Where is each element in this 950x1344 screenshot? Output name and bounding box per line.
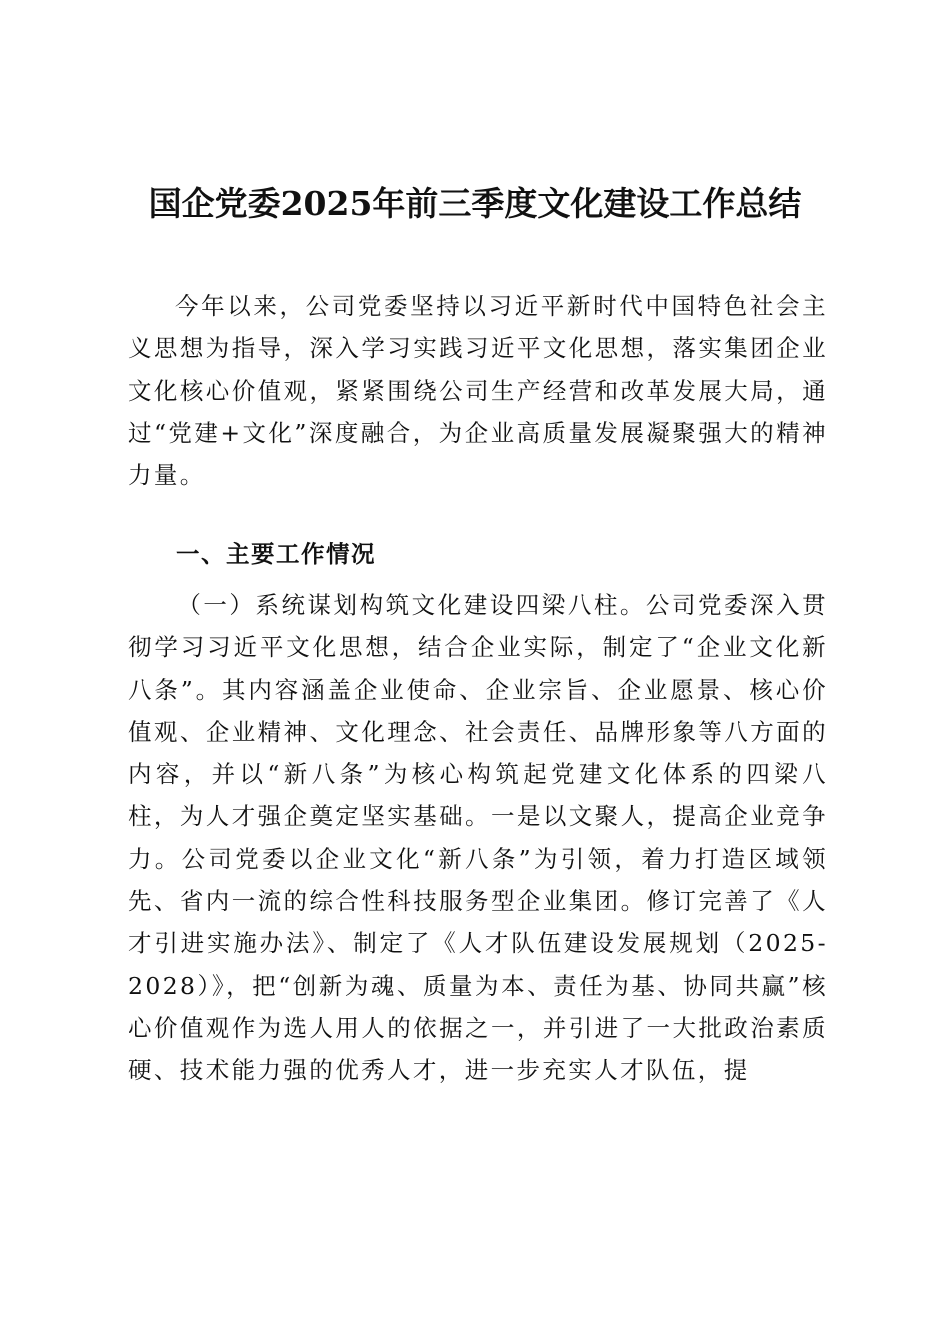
document-title: 国企党委2025年前三季度文化建设工作总结 (148, 184, 802, 223)
section-heading: 一、主要工作情况 (176, 540, 376, 568)
intro-paragraph: 今年以来，公司党委坚持以习近平新时代中国特色社会主义思想为指导，深入学习实践习近平文化思想，落实集团企业文化核心价值观，紧紧围绕公司生产经营和改革发展大局，通过“党建+文化”深度融合，为企业高质量发展凝聚强大的精神力量。 (128, 292, 828, 490)
section-paragraph: （一）系统谋划构筑文化建设四梁八柱。公司党委深入贯彻学习习近平文化思想，结合企业实际，制定了“企业文化新八条”。其内容涵盖企业使命、企业宗旨、企业愿景、核心价值观、企业精神、文化理念、社会责任、品牌形象等八方面的内容，并以“新八条”为核心构筑起党建文化体系的四梁八柱，为人才强企奠定坚实基础。一是以文聚人，提高企业竞争力。公司党委以企业文化“新八条”为引领，着力打造区域领先、省内一流的综合性科技服务型企业集团。修订完善了《人才引进实施办法》、制定了《人才队伍建设发展规划（2025-2028）》，把“创新为魂、质量为本、责任为基、协同共赢”核心价值观作为选人用人的依据之一，并引进了一大批政治素质硬、技术能力强的优秀人才，进一步充实人才队伍，提 (128, 591, 828, 1085)
